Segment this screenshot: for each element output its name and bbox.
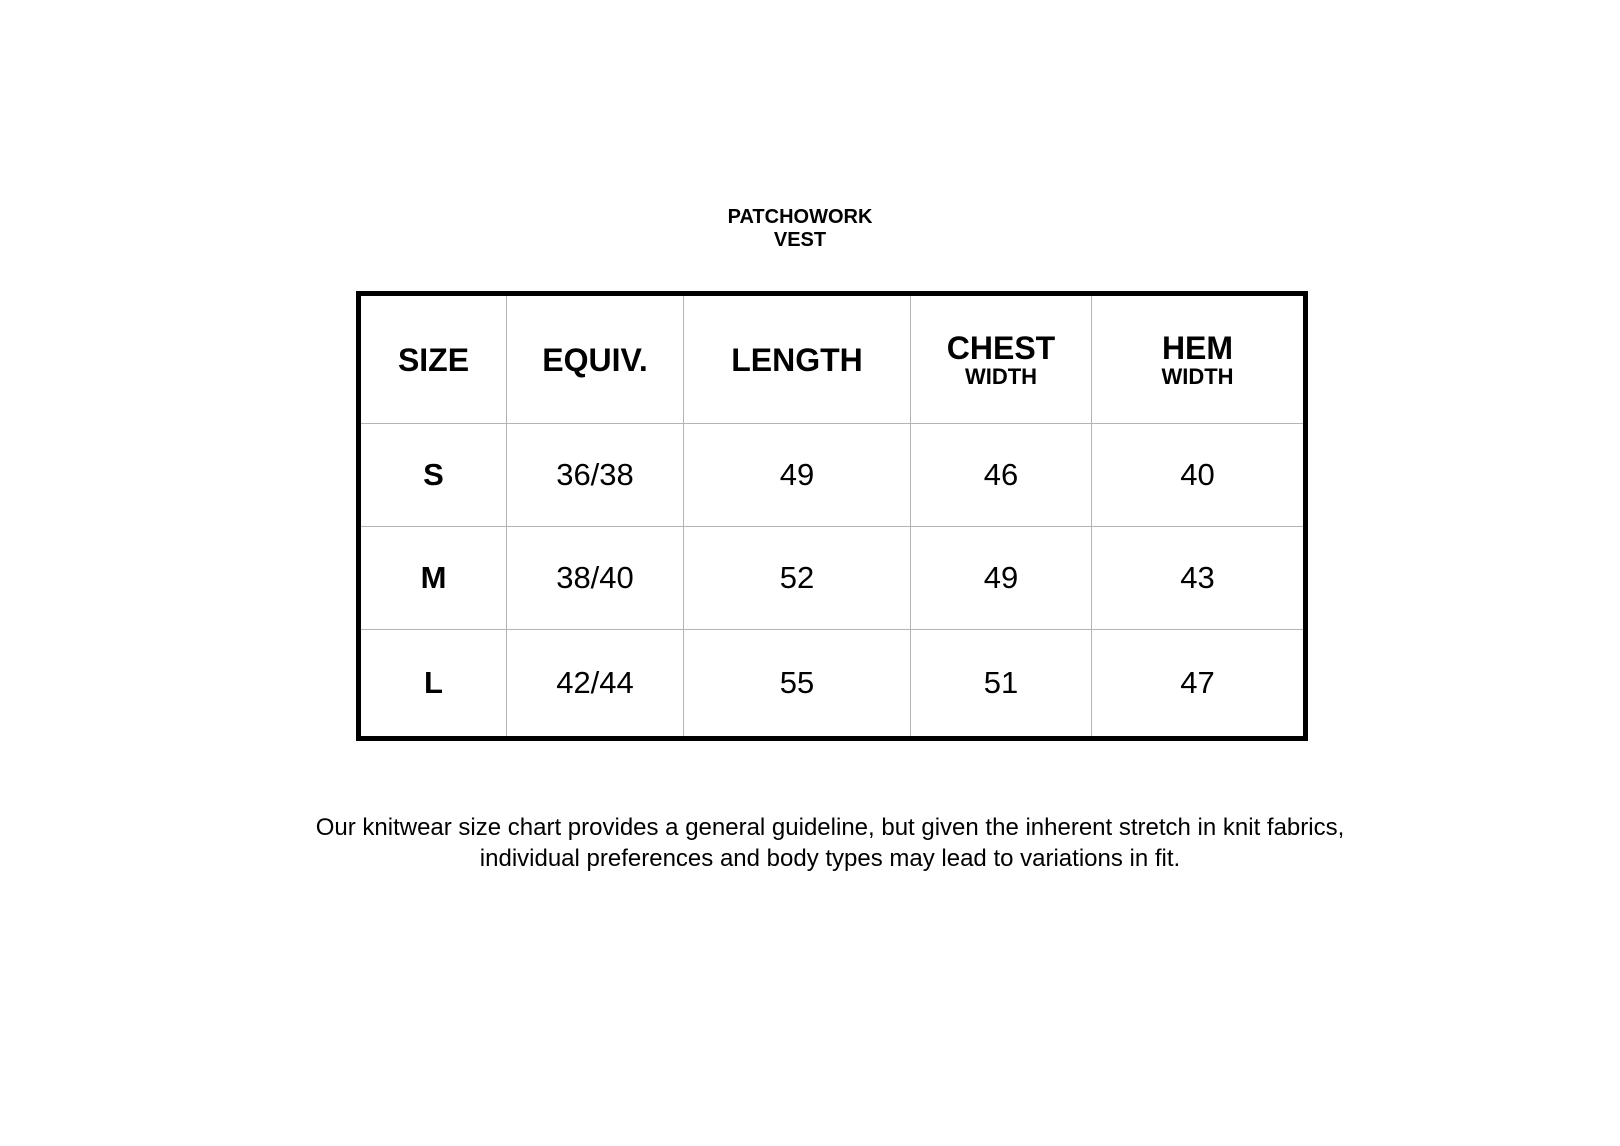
table-row (359, 424, 1306, 527)
table-row (359, 630, 1306, 739)
cell-length: 52 (684, 527, 911, 630)
size-chart-note (180, 812, 1480, 874)
title-line-1: PATCHOWORK (727, 206, 873, 228)
page-title (700, 206, 900, 252)
cell-chest-width: 51 (911, 630, 1092, 739)
note-line-2: individual preferences and body types may lead to variations in fit. (479, 845, 1181, 872)
cell-size: S (359, 424, 507, 527)
note-line-1: Our knitwear size chart provides a general guideline, but given the inherent stretch in knit fabrics, (315, 814, 1345, 841)
header-chest-width: CHEST WIDTH (911, 294, 1092, 424)
header-equiv: EQUIV. (507, 294, 684, 424)
table-header-row (359, 294, 1306, 424)
title-line-2: VEST (773, 229, 827, 251)
cell-equiv: 38/40 (507, 527, 684, 630)
cell-equiv: 42/44 (507, 630, 684, 739)
cell-chest-width: 49 (911, 527, 1092, 630)
cell-length: 55 (684, 630, 911, 739)
cell-equiv: 36/38 (507, 424, 684, 527)
header-size: SIZE (359, 294, 507, 424)
header-length: LENGTH (684, 294, 911, 424)
cell-hem-width: 47 (1092, 630, 1306, 739)
cell-length: 49 (684, 424, 911, 527)
cell-size: L (359, 630, 507, 739)
cell-chest-width: 46 (911, 424, 1092, 527)
table-row (359, 527, 1306, 630)
cell-hem-width: 40 (1092, 424, 1306, 527)
size-chart-table (356, 291, 1308, 741)
cell-hem-width: 43 (1092, 527, 1306, 630)
header-hem-width: HEM WIDTH (1092, 294, 1306, 424)
cell-size: M (359, 527, 507, 630)
